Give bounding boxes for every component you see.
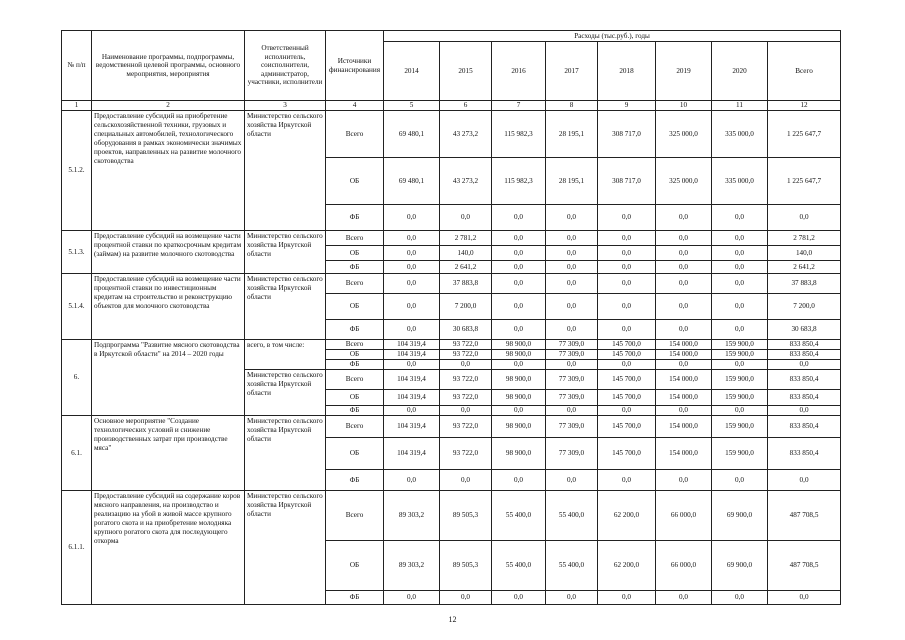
column-number: 7 xyxy=(492,101,546,111)
year-value: 98 900,0 xyxy=(492,390,546,406)
year-value: 0,0 xyxy=(492,294,546,320)
year-value: 0,0 xyxy=(656,246,712,261)
header-num: № п/п xyxy=(62,31,92,101)
year-value: 30 683,8 xyxy=(440,320,492,340)
year-value: 93 722,0 xyxy=(440,438,492,470)
year-value: 0,0 xyxy=(440,591,492,605)
column-number: 9 xyxy=(598,101,656,111)
year-value: 0,0 xyxy=(384,231,440,246)
year-value: 159 900,0 xyxy=(712,390,768,406)
item-name: Предоставление субсидий на содержание коров мясного направления, на производство и реализацию на убой в живой массе крупного рогатого скота и на приобретение молодняка крупного рогатого скота для последующего откорма xyxy=(92,491,245,605)
item-responsible: всего, в том числе: xyxy=(245,340,326,370)
item-responsible: Министерство сельского хозяйства Иркутской области xyxy=(245,370,326,416)
year-value: 154 000,0 xyxy=(656,350,712,360)
year-value: 145 700,0 xyxy=(598,416,656,438)
year-value: 0,0 xyxy=(712,246,768,261)
year-value: 0,0 xyxy=(712,294,768,320)
year-value: 0,0 xyxy=(384,261,440,274)
total-value: 37 883,8 xyxy=(768,274,841,294)
funding-source: ФБ xyxy=(326,205,384,231)
year-value: 77 309,0 xyxy=(546,438,598,470)
total-value: 0,0 xyxy=(768,406,841,416)
item-name: Основное мероприятие "Создание технологических условий и снижение производственных затрат при производстве мяса" xyxy=(92,416,245,491)
year-value: 0,0 xyxy=(598,320,656,340)
year-value: 66 000,0 xyxy=(656,491,712,541)
total-value: 833 850,4 xyxy=(768,340,841,350)
year-value: 89 505,3 xyxy=(440,541,492,591)
column-number: 2 xyxy=(92,101,245,111)
year-value: 0,0 xyxy=(546,591,598,605)
item-name: Предоставление субсидий на возмещение части процентной ставки по краткосрочным кредитам (займам) на развитие молочного скотоводства xyxy=(92,231,245,274)
year-value: 0,0 xyxy=(492,591,546,605)
year-value: 0,0 xyxy=(546,294,598,320)
year-value: 115 982,3 xyxy=(492,111,546,158)
header-expenses: Расходы (тыс.руб.), годы xyxy=(384,31,841,42)
year-value: 0,0 xyxy=(656,320,712,340)
year-value: 0,0 xyxy=(546,470,598,491)
year-value: 140,0 xyxy=(440,246,492,261)
year-value: 0,0 xyxy=(712,261,768,274)
table-row xyxy=(62,111,841,158)
year-value: 0,0 xyxy=(492,246,546,261)
year-value: 98 900,0 xyxy=(492,350,546,360)
total-value: 0,0 xyxy=(768,470,841,491)
year-value: 0,0 xyxy=(546,246,598,261)
year-value: 43 273,2 xyxy=(440,111,492,158)
funding-source: ФБ xyxy=(326,470,384,491)
funding-source: ФБ xyxy=(326,261,384,274)
year-value: 154 000,0 xyxy=(656,416,712,438)
year-value: 115 982,3 xyxy=(492,158,546,205)
total-value: 833 850,4 xyxy=(768,416,841,438)
year-value: 0,0 xyxy=(598,294,656,320)
year-value: 55 400,0 xyxy=(492,541,546,591)
year-value: 0,0 xyxy=(440,470,492,491)
year-value: 37 883,8 xyxy=(440,274,492,294)
header-year: 2016 xyxy=(492,42,546,101)
table-row xyxy=(62,491,841,541)
year-value: 308 717,0 xyxy=(598,111,656,158)
year-value: 55 400,0 xyxy=(546,491,598,541)
year-value: 154 000,0 xyxy=(656,340,712,350)
funding-source: ОБ xyxy=(326,541,384,591)
column-number: 8 xyxy=(546,101,598,111)
header-name: Наименование программы, подпрограммы, ведомственной целевой программы, основного мероприятия, мероприятия xyxy=(92,31,245,101)
funding-source: Всего xyxy=(326,370,384,390)
total-value: 140,0 xyxy=(768,246,841,261)
year-value: 0,0 xyxy=(384,294,440,320)
year-value: 0,0 xyxy=(712,205,768,231)
year-value: 0,0 xyxy=(546,205,598,231)
year-value: 69 900,0 xyxy=(712,541,768,591)
funding-source: ФБ xyxy=(326,320,384,340)
column-number: 5 xyxy=(384,101,440,111)
year-value: 0,0 xyxy=(656,406,712,416)
item-responsible: Министерство сельского хозяйства Иркутской области xyxy=(245,111,326,231)
year-value: 145 700,0 xyxy=(598,438,656,470)
year-value: 0,0 xyxy=(440,406,492,416)
item-name: Предоставление субсидий на возмещение части процентной ставки по инвестиционным кредитам на строительство и реконструкцию объектов для молочного скотоводства xyxy=(92,274,245,340)
column-number: 12 xyxy=(768,101,841,111)
header-year: 2014 xyxy=(384,42,440,101)
year-value: 0,0 xyxy=(656,205,712,231)
year-value: 159 900,0 xyxy=(712,340,768,350)
year-value: 77 309,0 xyxy=(546,370,598,390)
year-value: 0,0 xyxy=(598,360,656,370)
total-value: 833 850,4 xyxy=(768,390,841,406)
year-value: 145 700,0 xyxy=(598,340,656,350)
year-value: 159 900,0 xyxy=(712,350,768,360)
total-value: 7 200,0 xyxy=(768,294,841,320)
year-value: 2 641,2 xyxy=(440,261,492,274)
header-year: 2017 xyxy=(546,42,598,101)
year-value: 0,0 xyxy=(656,294,712,320)
year-value: 0,0 xyxy=(384,360,440,370)
year-value: 89 303,2 xyxy=(384,491,440,541)
year-value: 325 000,0 xyxy=(656,111,712,158)
year-value: 0,0 xyxy=(492,320,546,340)
column-number: 6 xyxy=(440,101,492,111)
total-value: 0,0 xyxy=(768,205,841,231)
year-value: 77 309,0 xyxy=(546,390,598,406)
funding-source: ФБ xyxy=(326,406,384,416)
year-value: 0,0 xyxy=(598,246,656,261)
funding-source: Всего xyxy=(326,231,384,246)
year-value: 159 900,0 xyxy=(712,438,768,470)
year-value: 0,0 xyxy=(656,360,712,370)
year-value: 0,0 xyxy=(712,591,768,605)
year-value: 0,0 xyxy=(384,246,440,261)
total-value: 2 641,2 xyxy=(768,261,841,274)
year-value: 89 303,2 xyxy=(384,541,440,591)
year-value: 0,0 xyxy=(384,320,440,340)
year-value: 159 900,0 xyxy=(712,416,768,438)
year-value: 325 000,0 xyxy=(656,158,712,205)
year-value: 0,0 xyxy=(598,261,656,274)
table-row xyxy=(62,340,841,350)
funding-source: Всего xyxy=(326,340,384,350)
header-total: Всего xyxy=(768,42,841,101)
year-value: 0,0 xyxy=(598,205,656,231)
item-name: Предоставление субсидий на приобретение сельскохозяйственной техники, грузовых и специальных автомобилей, технологического оборудования в рамках экономически значимых проектов, направленных на развитие молочного скотоводства xyxy=(92,111,245,231)
year-value: 0,0 xyxy=(546,231,598,246)
year-value: 0,0 xyxy=(546,406,598,416)
budget-table xyxy=(61,30,841,605)
year-value: 159 900,0 xyxy=(712,370,768,390)
total-value: 0,0 xyxy=(768,591,841,605)
year-value: 98 900,0 xyxy=(492,438,546,470)
year-value: 154 000,0 xyxy=(656,370,712,390)
item-responsible: Министерство сельского хозяйства Иркутской области xyxy=(245,416,326,491)
year-value: 104 319,4 xyxy=(384,350,440,360)
year-value: 62 200,0 xyxy=(598,491,656,541)
year-value: 28 195,1 xyxy=(546,158,598,205)
year-value: 104 319,4 xyxy=(384,390,440,406)
year-value: 154 000,0 xyxy=(656,438,712,470)
page-number: 12 xyxy=(448,615,457,624)
funding-source: ОБ xyxy=(326,390,384,406)
year-value: 69 480,1 xyxy=(384,158,440,205)
year-value: 7 200,0 xyxy=(440,294,492,320)
funding-source: ФБ xyxy=(326,360,384,370)
year-value: 104 319,4 xyxy=(384,438,440,470)
year-value: 335 000,0 xyxy=(712,111,768,158)
year-value: 145 700,0 xyxy=(598,370,656,390)
year-value: 2 781,2 xyxy=(440,231,492,246)
total-value: 833 850,4 xyxy=(768,350,841,360)
year-value: 0,0 xyxy=(492,205,546,231)
year-value: 0,0 xyxy=(546,360,598,370)
year-value: 93 722,0 xyxy=(440,416,492,438)
header-year: 2015 xyxy=(440,42,492,101)
funding-source: Всего xyxy=(326,416,384,438)
total-value: 833 850,4 xyxy=(768,370,841,390)
year-value: 0,0 xyxy=(546,274,598,294)
year-value: 93 722,0 xyxy=(440,370,492,390)
item-number: 6.1.1. xyxy=(62,491,92,605)
year-value: 0,0 xyxy=(384,205,440,231)
year-value: 69 480,1 xyxy=(384,111,440,158)
year-value: 0,0 xyxy=(492,274,546,294)
item-number: 5.1.3. xyxy=(62,231,92,274)
year-value: 0,0 xyxy=(598,470,656,491)
column-number: 3 xyxy=(245,101,326,111)
funding-source: ФБ xyxy=(326,591,384,605)
item-name: Подпрограмма "Развитие мясного скотоводства в Иркутской области" на 2014 – 2020 годы xyxy=(92,340,245,416)
year-value: 93 722,0 xyxy=(440,390,492,406)
total-value: 0,0 xyxy=(768,360,841,370)
year-value: 0,0 xyxy=(712,231,768,246)
item-responsible: Министерство сельского хозяйства Иркутской области xyxy=(245,231,326,274)
item-number: 5.1.2. xyxy=(62,111,92,231)
table-row xyxy=(62,274,841,294)
funding-source: ОБ xyxy=(326,246,384,261)
year-value: 0,0 xyxy=(598,591,656,605)
total-value: 487 708,5 xyxy=(768,491,841,541)
column-number: 11 xyxy=(712,101,768,111)
funding-source: ОБ xyxy=(326,350,384,360)
total-value: 833 850,4 xyxy=(768,438,841,470)
year-value: 0,0 xyxy=(440,360,492,370)
funding-source: Всего xyxy=(326,491,384,541)
year-value: 77 309,0 xyxy=(546,350,598,360)
year-value: 104 319,4 xyxy=(384,340,440,350)
column-number: 4 xyxy=(326,101,384,111)
year-value: 98 900,0 xyxy=(492,340,546,350)
year-value: 0,0 xyxy=(384,591,440,605)
year-value: 0,0 xyxy=(440,205,492,231)
year-value: 0,0 xyxy=(712,406,768,416)
year-value: 77 309,0 xyxy=(546,416,598,438)
year-value: 0,0 xyxy=(546,261,598,274)
total-value: 30 683,8 xyxy=(768,320,841,340)
item-number: 6.1. xyxy=(62,416,92,491)
year-value: 93 722,0 xyxy=(440,340,492,350)
year-value: 0,0 xyxy=(598,274,656,294)
funding-source: ОБ xyxy=(326,158,384,205)
year-value: 0,0 xyxy=(492,360,546,370)
funding-source: Всего xyxy=(326,111,384,158)
year-value: 0,0 xyxy=(492,470,546,491)
funding-source: ОБ xyxy=(326,294,384,320)
item-number: 5.1.4. xyxy=(62,274,92,340)
year-value: 0,0 xyxy=(656,591,712,605)
year-value: 0,0 xyxy=(598,406,656,416)
year-value: 145 700,0 xyxy=(598,390,656,406)
year-value: 89 505,3 xyxy=(440,491,492,541)
year-value: 0,0 xyxy=(384,406,440,416)
total-value: 1 225 647,7 xyxy=(768,158,841,205)
year-value: 55 400,0 xyxy=(492,491,546,541)
table-row xyxy=(62,416,841,438)
year-value: 0,0 xyxy=(492,406,546,416)
year-value: 77 309,0 xyxy=(546,340,598,350)
header-responsible: Ответственный исполнитель, соисполнители, администратор, участники, исполнители xyxy=(245,31,326,101)
column-number: 1 xyxy=(62,101,92,111)
header-year: 2018 xyxy=(598,42,656,101)
item-responsible: Министерство сельского хозяйства Иркутской области xyxy=(245,491,326,605)
year-value: 0,0 xyxy=(712,320,768,340)
funding-source: Всего xyxy=(326,274,384,294)
year-value: 335 000,0 xyxy=(712,158,768,205)
column-number: 10 xyxy=(656,101,712,111)
year-value: 308 717,0 xyxy=(598,158,656,205)
header-source: Источники финансирования xyxy=(326,31,384,101)
header-year: 2019 xyxy=(656,42,712,101)
year-value: 104 319,4 xyxy=(384,370,440,390)
year-value: 66 000,0 xyxy=(656,541,712,591)
year-value: 0,0 xyxy=(384,470,440,491)
year-value: 0,0 xyxy=(656,470,712,491)
year-value: 0,0 xyxy=(656,261,712,274)
year-value: 0,0 xyxy=(384,274,440,294)
year-value: 0,0 xyxy=(598,231,656,246)
year-value: 98 900,0 xyxy=(492,370,546,390)
year-value: 154 000,0 xyxy=(656,390,712,406)
total-value: 1 225 647,7 xyxy=(768,111,841,158)
year-value: 28 195,1 xyxy=(546,111,598,158)
year-value: 0,0 xyxy=(712,470,768,491)
year-value: 145 700,0 xyxy=(598,350,656,360)
funding-source: ОБ xyxy=(326,438,384,470)
header-year: 2020 xyxy=(712,42,768,101)
year-value: 93 722,0 xyxy=(440,350,492,360)
total-value: 487 708,5 xyxy=(768,541,841,591)
year-value: 62 200,0 xyxy=(598,541,656,591)
item-responsible: Министерство сельского хозяйства Иркутской области xyxy=(245,274,326,340)
item-number: 6. xyxy=(62,340,92,416)
year-value: 0,0 xyxy=(712,360,768,370)
year-value: 69 900,0 xyxy=(712,491,768,541)
year-value: 0,0 xyxy=(492,231,546,246)
year-value: 55 400,0 xyxy=(546,541,598,591)
total-value: 2 781,2 xyxy=(768,231,841,246)
year-value: 0,0 xyxy=(492,261,546,274)
year-value: 0,0 xyxy=(656,274,712,294)
year-value: 43 273,2 xyxy=(440,158,492,205)
year-value: 0,0 xyxy=(712,274,768,294)
year-value: 104 319,4 xyxy=(384,416,440,438)
year-value: 98 900,0 xyxy=(492,416,546,438)
table-row xyxy=(62,231,841,246)
year-value: 0,0 xyxy=(546,320,598,340)
year-value: 0,0 xyxy=(656,231,712,246)
